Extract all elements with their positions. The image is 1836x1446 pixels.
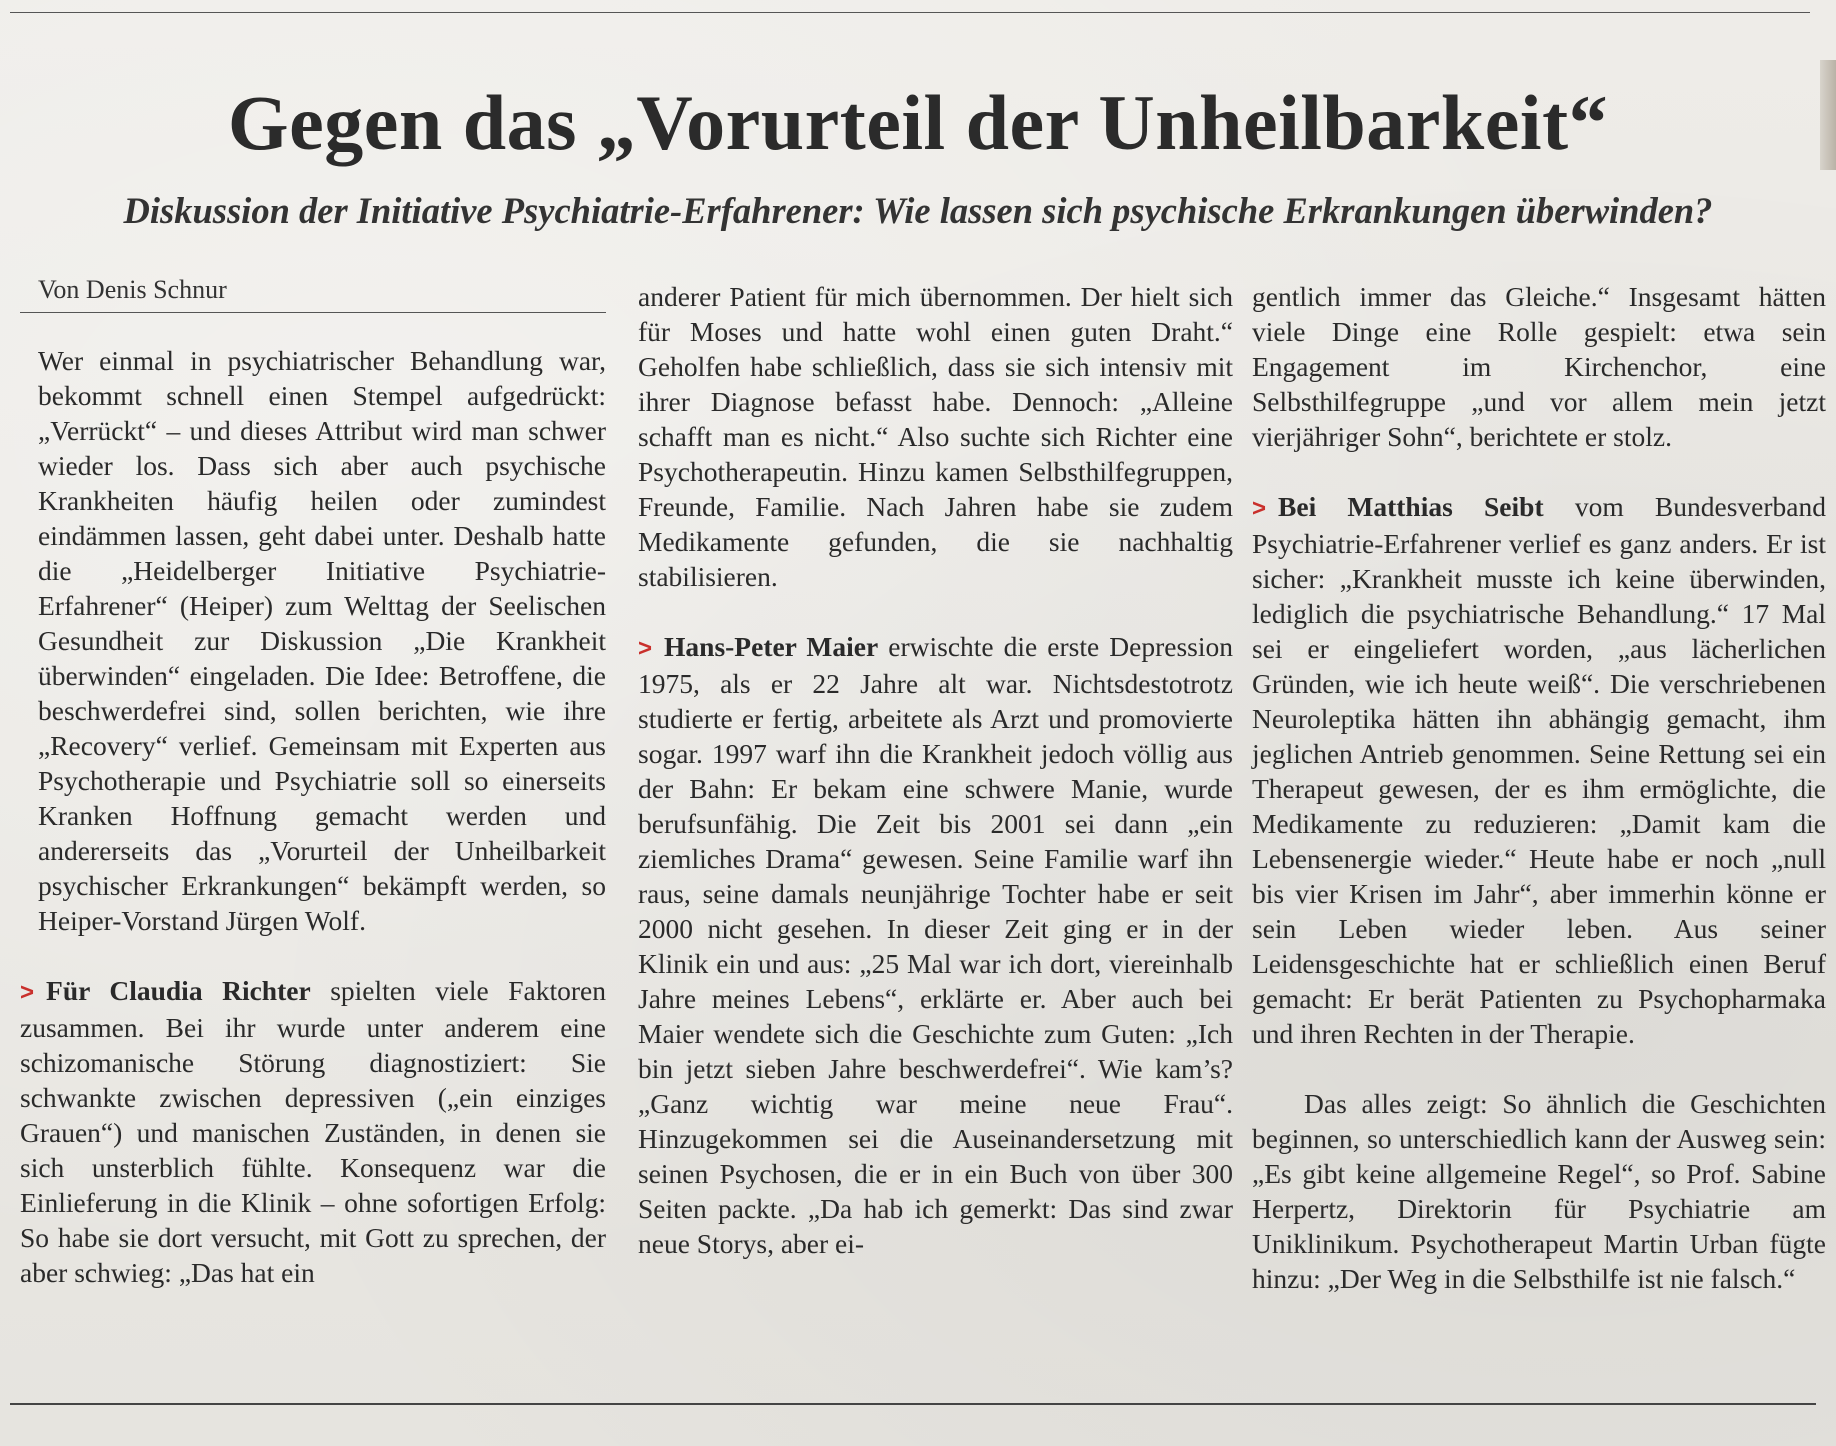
section-seibt-text: vom Bundesverband Psychiatrie-Erfahrener verlief es ganz anders. Er ist sicher: „Krankheit musste ich keine überwinden, lediglich die psychiatrische Behandlung.“ 17 Mal sei er eingeliefert worden, „aus lächerlichen Gründen, wie ich heute weiß“. Die verschriebenen Neuroleptika hätten ihn abhängig gemacht, ihm jeglichen Antrieb genommen. Seine Rettung sei ein Therapeut gewesen, der es ihm ermöglichte, die Medikamente zu reduzieren: „Damit kam die Lebensenergie wieder.“ Heute habe er noch „null bis vier Krisen im Jahr“, aber immerhin könne er sein Leben wieder leben. Aus seiner Leidensgeschichte hat er schließlich einen Beruf gemacht: Er berät Patienten zu Psychopharmaka und ihren Rechten in der Therapie. <box>1252 491 1826 1049</box>
section-seibt <box>1252 489 1826 1051</box>
section-seibt-lead: Bei Matthias Seibt <box>1278 491 1544 522</box>
column-2 <box>638 279 1233 1261</box>
top-rule <box>10 12 1810 13</box>
byline: Von Denis Schnur <box>20 274 606 313</box>
section-maier-text: erwischte die erste Depression 1975, als er 22 Jahre alt war. Nichtsdestotrotz studierte er fertig, arbeitete als Arzt und promovierte sogar. 1997 warf ihn die Krankheit jedoch völlig aus der Bahn: Er bekam eine schwere Manie, wurde berufsunfähig. Die Zeit bis 2001 sei dann „ein ziemliches Drama“ gewesen. Seine Familie warf ihn raus, seine damals neunjährige Tochter habe er seit 2000 nicht gesehen. In dieser Zeit ging er in der Klinik ein und aus: „25 Mal war ich dort, viereinhalb Jahre meines Lebens“, erklärte er. Aber auch bei Maier wendete sich die Geschichte zum Guten: „Ich bin jetzt sieben Jahre beschwerdefrei“. Wie kam’s? „Ganz wichtig war meine neue Frau“. Hinzugekommen sei die Auseinandersetzung mit seinen Psychosen, die er in ein Buch von über 300 Seiten packte. „Da hab ich gemerkt: Das sind zwar neue Storys, aber ei- <box>638 631 1233 1259</box>
intro-paragraph: Wer einmal in psychiatrischer Behandlung war, bekommt schnell einen Stempel aufgedrückt: „Verrückt“ – und dieses Attribut wird man schwer wieder los. Dass sich aber auch psychische Krankheiten häufig heilen oder zumindest eindämmen lassen, geht dabei unter. Deshalb hatte die „Heidelberger Initiative Psychiatrie-Erfahrener“ (Heiper) zum Welttag der Seelischen Gesundheit zur Diskussion „Die Krankheit überwinden“ eingeladen. Die Idee: Betroffene, die beschwerdefrei sind, sollen berichten, wie ihre „Recovery“ verlief. Gemeinsam mit Experten aus Psychotherapie und Psychiatrie soll so einerseits Kranken Hoffnung gemacht werden und andererseits das „Vorurteil der Unheilbarkeit psychischer Erkrankungen“ bekämpft werden, so Heiper-Vorstand Jürgen Wolf. <box>38 345 606 936</box>
column-1 <box>20 274 606 1290</box>
bottom-rule <box>10 1403 1816 1405</box>
section-maier-continued: gentlich immer das Gleiche.“ Insgesamt hätten viele Dinge eine Rolle gespielt: etwa sein Engagement im Kirchenchor, eine Selbsthilfegruppe „und vor allem mein jetzt vierjähriger Sohn“, berichtete er stolz. <box>1252 281 1826 452</box>
section-lead-richter: Für Claudia Richter <box>46 975 311 1006</box>
section-maier <box>638 629 1233 1261</box>
section-marker: > <box>20 979 35 1006</box>
conclusion-paragraph <box>1252 1086 1826 1296</box>
section-marker: > <box>638 635 653 662</box>
section-richter-continued: anderer Patient für mich übernommen. Der hielt sich für Moses und hatte wohl einen guten Draht.“ Geholfen habe schließlich, dass sie sich intensiv mit ihrer Diagnose befasst habe. Dennoch: „Alleine schafft man es nicht.“ Also suchte sich Richter eine Psychotherapeutin. Hinzu kamen Selbsthilfegruppen, Freunde, Familie. Nach Jahren habe sie zudem Medikamente gefunden, die sie nachhaltig stabilisieren. <box>638 281 1233 592</box>
column-3 <box>1252 279 1826 1296</box>
headline: Gegen das „Vorurteil der Unheilbarkeit“ <box>227 79 1609 166</box>
section-marker: > <box>1252 495 1267 522</box>
subheadline: Diskussion der Initiative Psychiatrie-Erfahrener: Wie lassen sich psychische Erkrankungen überwinden? <box>123 190 1713 231</box>
section-maier-lead: Hans-Peter Maier <box>664 631 879 662</box>
article-columns <box>20 274 1826 1384</box>
section-richter <box>20 973 606 1290</box>
conclusion-text: Das alles zeigt: So ähnlich die Geschichten beginnen, so unterschiedlich kann der Ausweg sein: „Es gibt keine allgemeine Regel“, so Prof. Sabine Herpertz, Direktorin für Psychiatrie am Uniklinikum. Psychotherapeut Martin Urban fügte hinzu: „Der Weg in die Selbsthilfe ist nie falsch.“ <box>1252 1088 1826 1294</box>
section-text-richter: spielten viele Faktoren zusammen. Bei ihr wurde unter anderem eine schizomanische Störung diagnostiziert: Sie schwankte zwischen depressiven („ein einziges Grauen“) und manischen Zuständen, in denen sie sich unsterblich fühlte. Konsequenz war die Einlieferung in die Klinik – ohne sofortigen Erfolg: So habe sie dort versucht, mit Gott zu sprechen, der aber schwieg: „Das hat ein <box>20 975 606 1288</box>
